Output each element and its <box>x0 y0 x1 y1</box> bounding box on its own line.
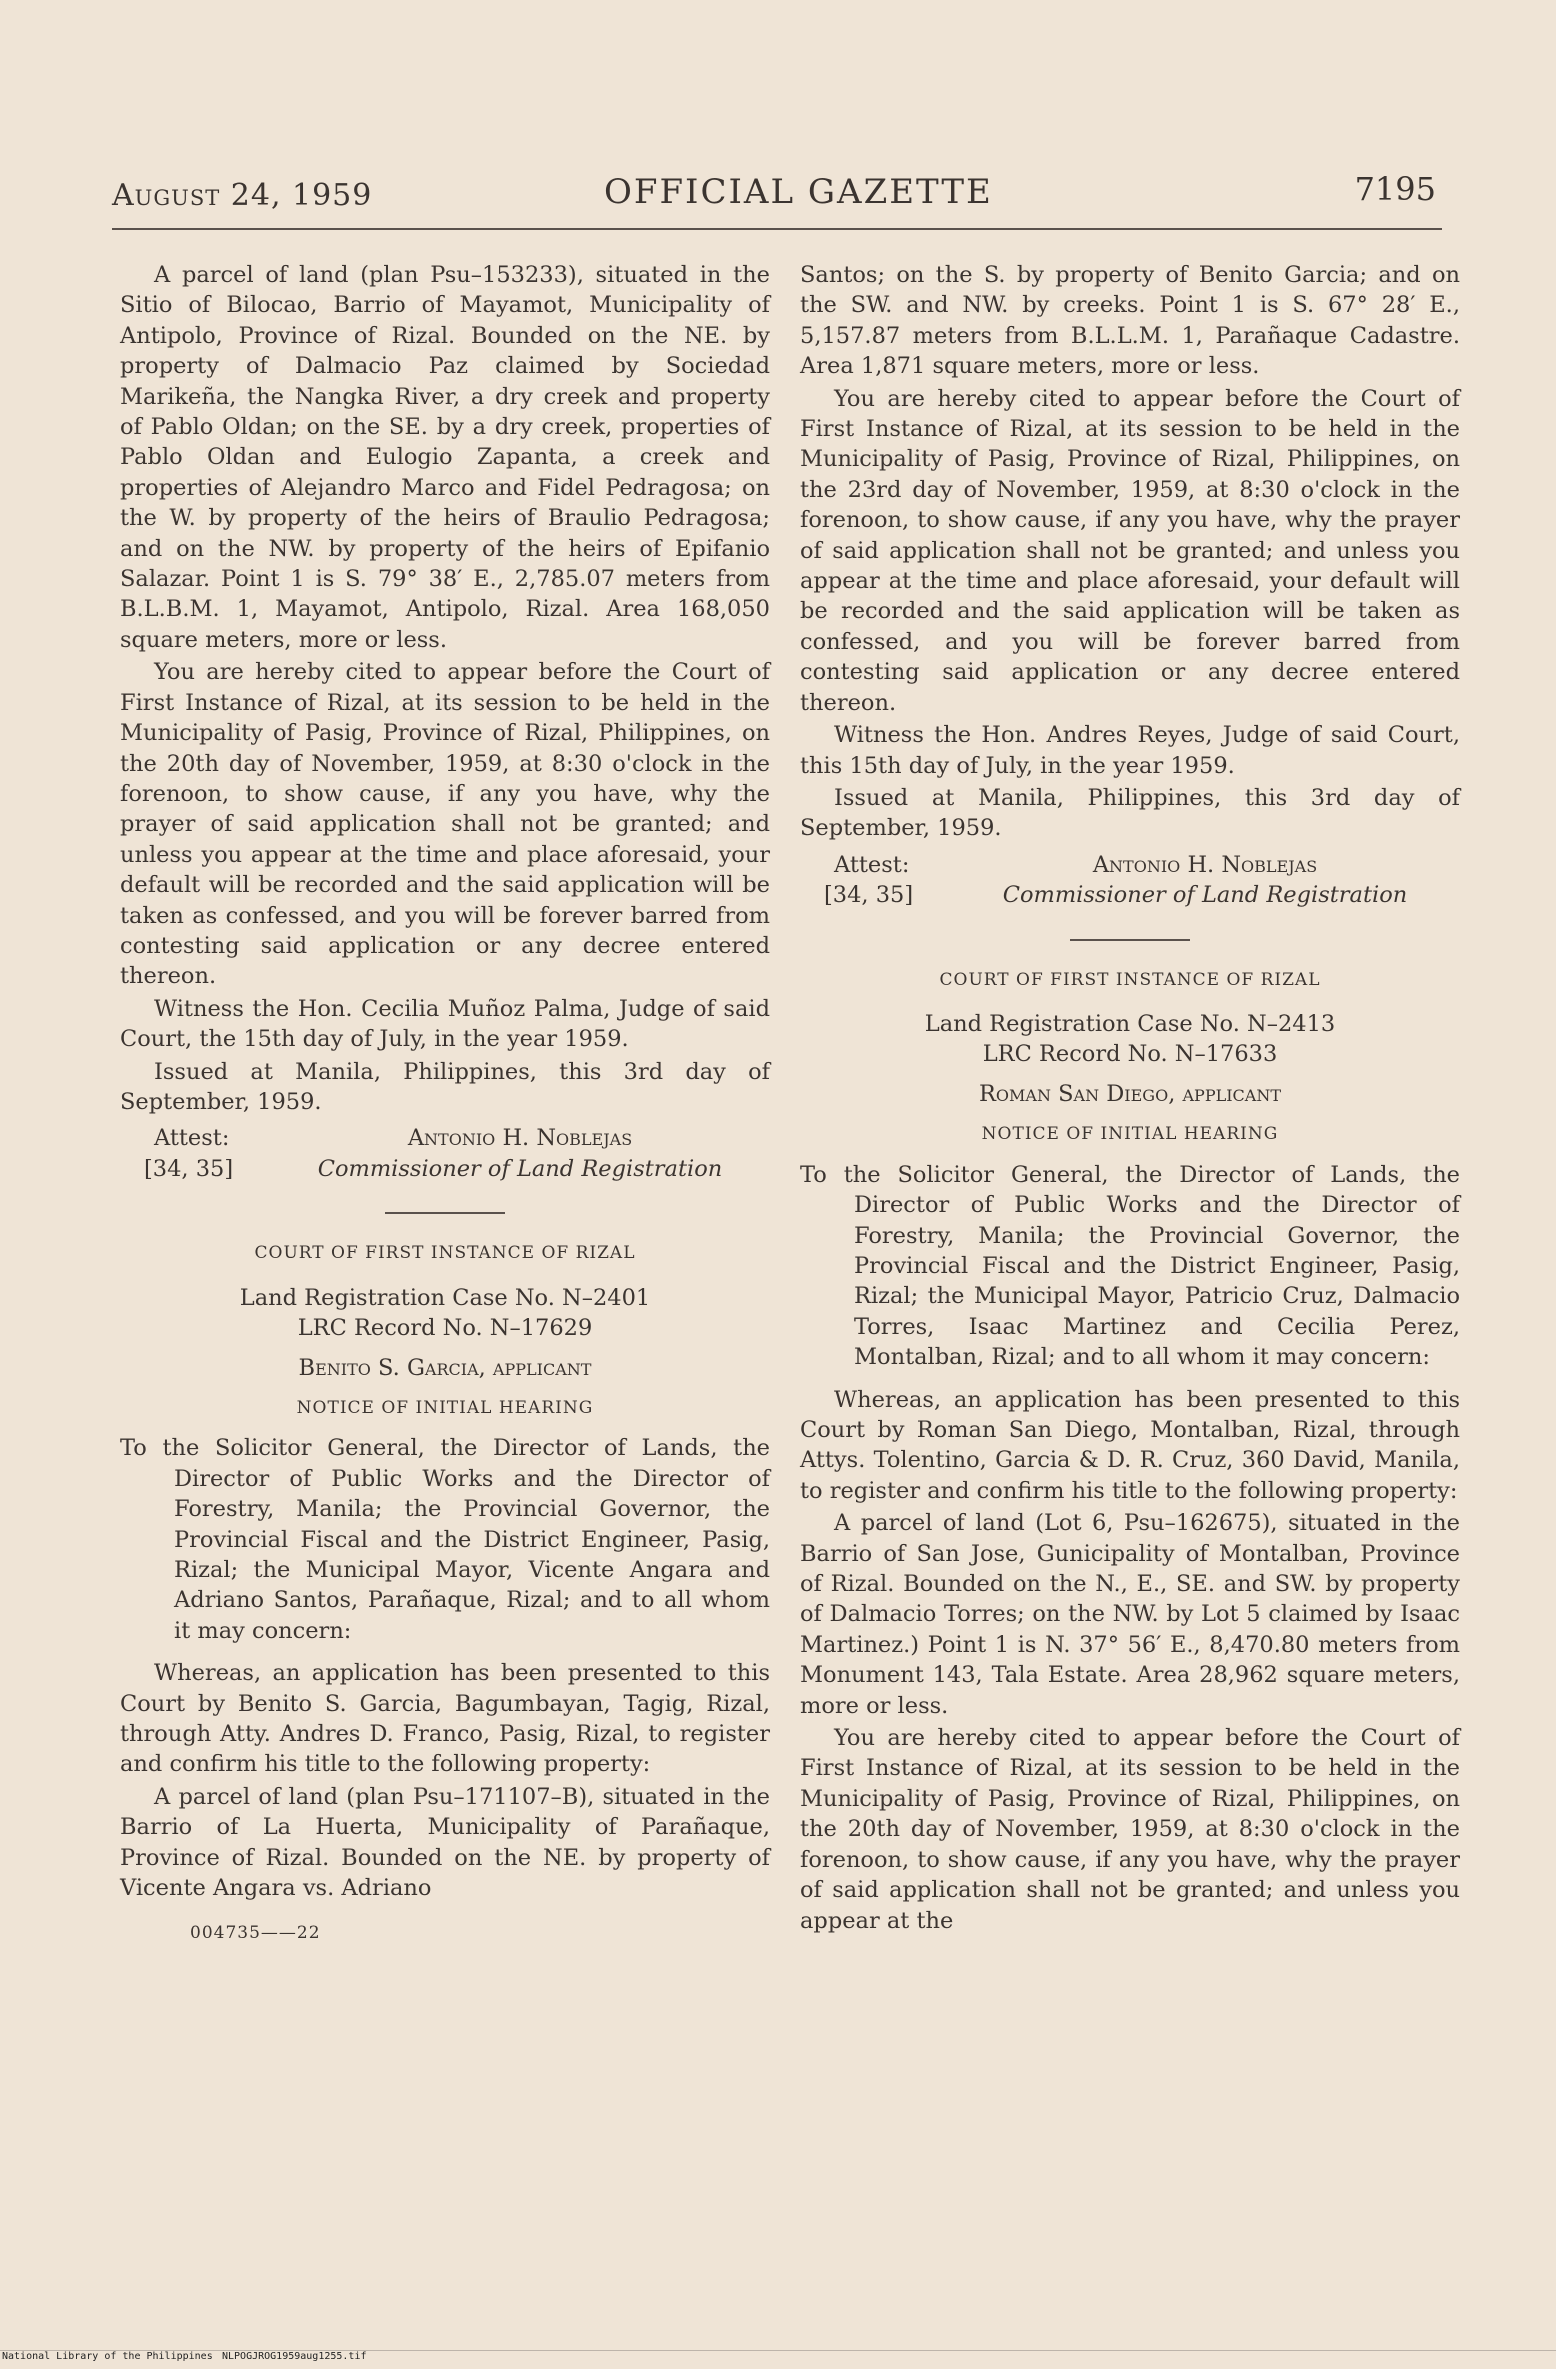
right-whereas: Whereas, an application has been presented to this Court by Roman San Diego, Montalban, Rizal, through Attys. Tolentino, Garcia & D. R. Cruz, 360 David, Manila, to register and confirm his title to the following property: <box>800 1386 1460 1504</box>
left-parcel-2: A parcel of land (plan Psu–171107–B), situated in the Barrio of La Huerta, Municipality of Parañaque, Province of Rizal. Bounded on the NE. by property of Vicente Angara vs. Adriano <box>120 1783 770 1902</box>
right-citation: You are hereby cited to appear before the Court of First Instance of Rizal, at its session to be held in the Municipality of Pasig, Province of Rizal, Philippines, on the 23rd day of November, 1959, at 8:30 o'clock in the forenoon, to show cause, if any you have, why the prayer of said application shall not be granted; and unless you appear at the time and place aforesaid, your default will be recorded and the said application will be taken as confessed, and you will be forever barred from contesting said application or any decree entered thereon. <box>800 385 1460 716</box>
right-notice-heading: NOTICE OF INITIAL HEARING <box>981 1124 1279 1145</box>
left-witness: Witness the Hon. Cecilia Muñoz Palma, Judge of said Court, the 15th day of July, in the year 1959. <box>120 995 770 1053</box>
right-witness: Witness the Hon. Andres Reyes, Judge of said Court, this 15th day of July, in the year 1959. <box>800 722 1460 779</box>
right-court-heading: COURT OF FIRST INSTANCE OF RIZAL <box>939 969 1321 990</box>
right-attest-name: Antonio H. Noblejas <box>1092 851 1318 878</box>
left-attest-row <box>120 1123 770 1153</box>
right-case-number: Land Registration Case No. N–2413 <box>924 1010 1336 1037</box>
right-parcel-continued: Santos; on the S. by property of Benito Garcia; and on the SW. and NW. by creeks. Point 1 is S. 67° 28′ E., 5,157.87 meters from B.L.L.M. 1, Parañaque Cadastre. Area 1,871 square meters, more or less. <box>800 262 1460 380</box>
right-attest-row-2 <box>800 880 1460 910</box>
right-addressees: To the Solicitor General, the Director of Lands, the Director of Public Works and the Director of Forestry, Manila; the Provincial Governor, the Provincial Fiscal and the District Engineer, Pasig, Rizal; the Municipal Mayor, Patricio Cruz, Dalmacio Torres, Isaac Martinez and Cecilia Perez, Montalban, Rizal; and to all whom it may concern: <box>800 1161 1460 1371</box>
right-citation-2: You are hereby cited to appear before the Court of First Instance of Rizal, at its session to be held in the Municipality of Pasig, Province of Rizal, Philippines, on the 20th day of November, 1959, at 8:30 o'clock in the forenoon, to show cause, if any you have, why the prayer of said application shall not be granted; and unless you appear at the <box>800 1725 1460 1934</box>
right-column <box>800 260 1460 1936</box>
footer-filename: NLPOGJROG1959aug1255.tif <box>222 2351 367 2362</box>
left-addressees: To the Solicitor General, the Director of Lands, the Director of Public Works and the Director of Forestry, Manila; the Provincial Governor, the Provincial Fiscal and the District Engineer, Pasig, Rizal; the Municipal Mayor, Vicente Angara and Adriano Santos, Parañaque, Rizal; and to all whom it may concern: <box>120 1435 770 1644</box>
right-attest-title: Commissioner of Land Registration <box>1002 882 1408 909</box>
footer-library: National Library of the Philippines <box>2 2351 213 2362</box>
left-issued: Issued at Manila, Philippines, this 3rd day of September, 1959. <box>120 1058 770 1115</box>
left-court-heading: COURT OF FIRST INSTANCE OF RIZAL <box>254 1243 636 1264</box>
page-header <box>112 170 1442 220</box>
right-attest-row <box>800 850 1460 880</box>
header-page-number: 7195 <box>1354 170 1436 208</box>
header-date: August 24, 1959 <box>112 178 373 213</box>
header-title: OFFICIAL GAZETTE <box>604 172 993 212</box>
left-lrc-record: LRC Record No. N–17629 <box>297 1314 593 1341</box>
left-parcel-description: A parcel of land (plan Psu–153233), situated in the Sitio of Bilocao, Barrio of Mayamot, Municipality of Antipolo, Province of Rizal. Bounded on the NE. by property of Dalmacio Paz claimed by Sociedad Marikeña, the Nangka River, a dry creek and property of Pablo Oldan; on the SE. by a dry creek, properties of Pablo Oldan and Eulogio Zapanta, a creek and properties of Alejandro Marco and Fidel Pedragosa; on the W. by property of the heirs of Braulio Pedragosa; and on the NW. by property of the heirs of Epifanio Salazar. Point 1 is S. 79° 38′ E., 2,785.07 meters from B.L.B.M. 1, Mayamot, Antipolo, Rizal. Area 168,050 square meters, more or less. <box>120 262 770 653</box>
left-case-number: Land Registration Case No. N–2401 <box>239 1284 651 1311</box>
left-whereas: Whereas, an application has been presented to this Court by Benito S. Garcia, Bagumbayan, Tagig, Rizal, through Atty. Andres D. Franco, Pasig, Rizal, to register and confirm his title to the following property: <box>120 1660 770 1778</box>
left-separator <box>385 1212 505 1214</box>
left-attest-ref: [34, 35] <box>144 1155 234 1182</box>
left-notice-heading: NOTICE OF INITIAL HEARING <box>296 1398 594 1418</box>
right-separator <box>1070 939 1190 941</box>
left-attest-row-2 <box>120 1154 770 1184</box>
print-code: 004735——22 <box>190 1922 321 1943</box>
right-issued: Issued at Manila, Philippines, this 3rd day of September, 1959. <box>800 784 1460 842</box>
scan-footer <box>0 2350 1556 2365</box>
right-parcel-2: A parcel of land (Lot 6, Psu–162675), situated in the Barrio of San Jose, Gunicipality of Montalban, Province of Rizal. Bounded on the N., E., SE. and SW. by property of Dalmacio Torres; on the NW. by Lot 5 claimed by Isaac Martinez.) Point 1 is N. 37° 56′ E., 8,470.80 meters from Monument 143, Tala Estate. Area 28,962 square meters, more or less. <box>800 1510 1460 1719</box>
right-lrc-record: LRC Record No. N–17633 <box>982 1040 1278 1067</box>
right-attest-label: Attest: <box>834 851 910 878</box>
left-attest-label: Attest: <box>154 1125 230 1152</box>
right-applicant: Roman San Diego, applicant <box>978 1080 1281 1107</box>
left-column <box>120 260 770 1948</box>
header-rule <box>112 228 1442 230</box>
right-attest-ref: [34, 35] <box>824 882 914 909</box>
left-attest-title: Commissioner of Land Registration <box>317 1155 723 1182</box>
left-attest-name: Antonio H. Noblejas <box>407 1125 633 1152</box>
left-citation: You are hereby cited to appear before the Court of First Instance of Rizal, at its session to be held in the Municipality of Pasig, Province of Rizal, Philippines, on the 20th day of November, 1959, at 8:30 o'clock in the forenoon, to show cause, if any you have, why the prayer of said application shall not be granted; and unless you appear at the time and place aforesaid, your default will be recorded and the said application will be taken as confessed, and you will be forever barred from contesting said application or any decree entered thereon. <box>120 659 770 990</box>
left-applicant: Benito S. Garcia, applicant <box>298 1354 592 1381</box>
